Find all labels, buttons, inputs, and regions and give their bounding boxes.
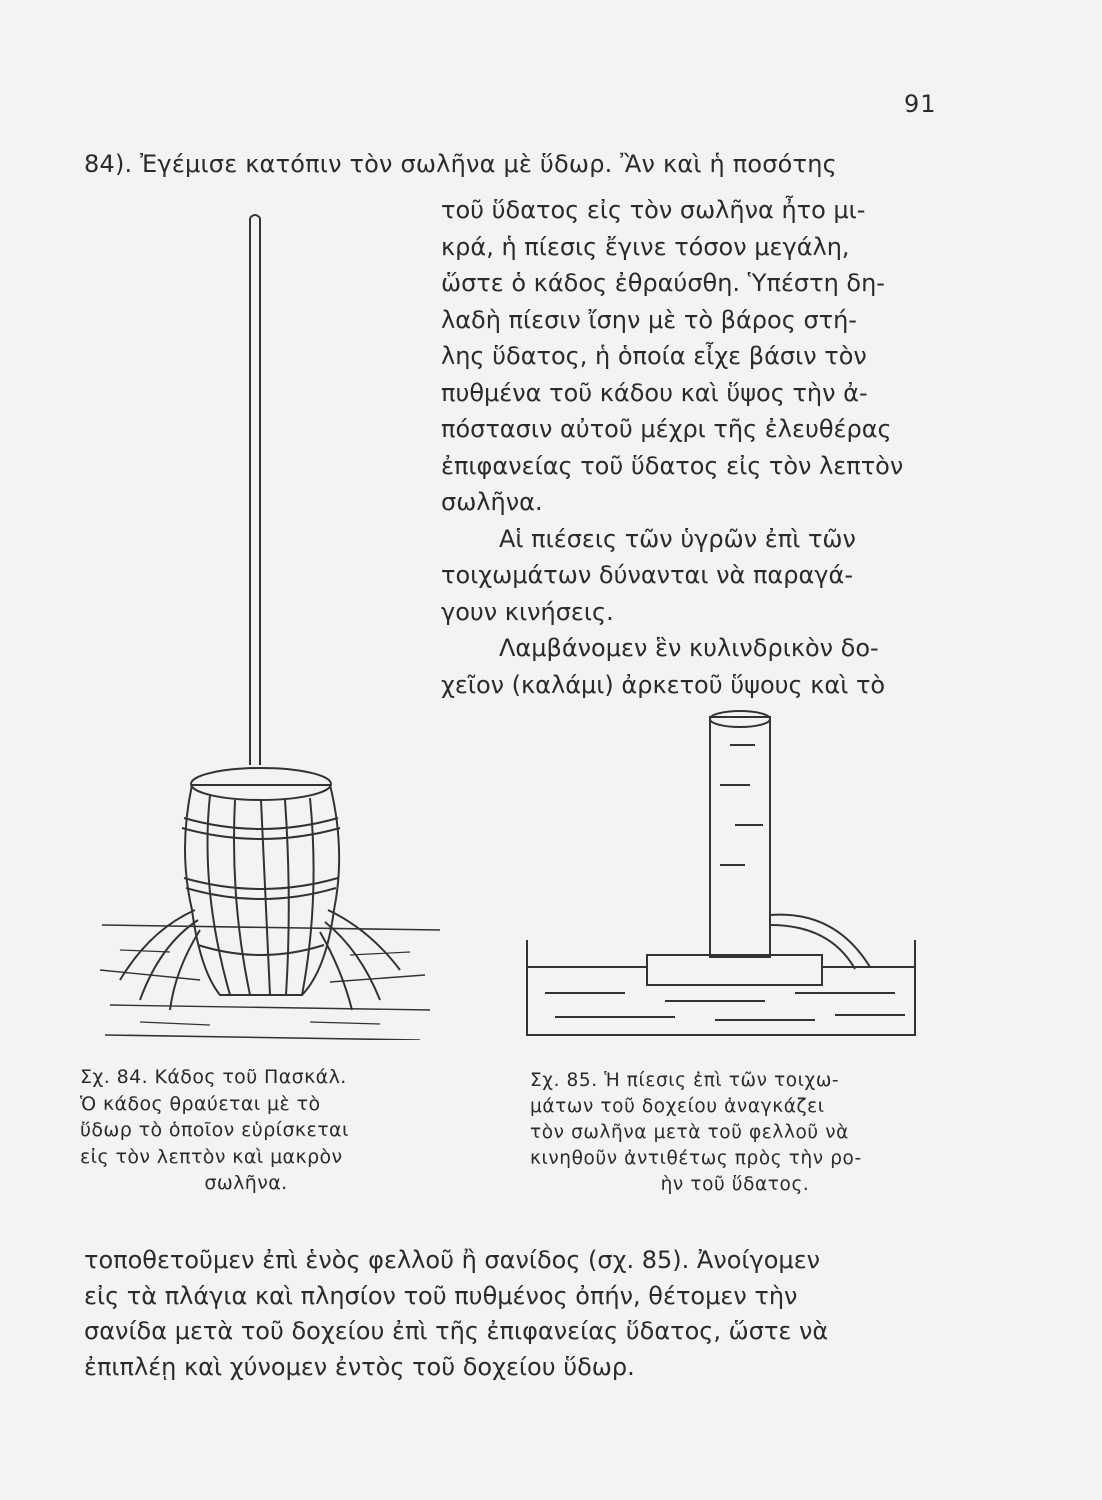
text-line: ὥστε ὁ κάδος ἐθραύσθη. Ὑπέστη δη-: [441, 269, 885, 297]
figure-84-caption: [80, 1064, 412, 1197]
figure-84-pascal-barrel: [80, 210, 440, 1040]
text-line: χεῖον (καλάμι) ἀρκετοῦ ὕψους καὶ τὸ: [441, 670, 886, 699]
text-line: ἐπιφανείας τοῦ ὕδατος εἰς τὸν λεπτὸν: [441, 451, 904, 480]
right-column-text: [441, 192, 941, 703]
caption-line: μάτων τοῦ δοχείου ἀναγκάζει: [530, 1096, 825, 1117]
text-line: ἐπιπλέῃ καὶ χύνομεν ἐντὸς τοῦ δοχείου ὕδωρ.: [84, 1352, 635, 1381]
figure-85-caption: [530, 1068, 940, 1198]
caption-line: ὴν τοῦ ὕδατος.: [660, 1174, 810, 1195]
text-line: κρά, ἡ πίεσις ἔγινε τόσον μεγάλη,: [441, 232, 850, 261]
page-number: 91: [904, 90, 937, 118]
text-line: σωλῆνα.: [441, 488, 543, 516]
text-line: πυθμένα τοῦ κάδου καὶ ὕψος τὴν ἀ-: [441, 378, 868, 407]
caption-line: Σχ. 84. Κάδος τοῦ Πασκάλ.: [80, 1066, 347, 1088]
caption-line: τὸν σωλῆνα μετὰ τοῦ φελλοῦ νὰ: [530, 1122, 849, 1143]
text-line: τοποθετοῦμεν ἐπὶ ἑνὸς φελλοῦ ἢ σανίδος (σχ. 85). Ἀνοίγομεν: [84, 1246, 821, 1274]
text-line: λης ὕδατος, ἡ ὁποία εἶχε βάσιν τὸν: [441, 342, 867, 370]
text-line: εἰς τὰ πλάγια καὶ πλησίον τοῦ πυθμένος ὀπήν, θέτομεν τὴν: [84, 1281, 798, 1310]
text-line: λαδὴ πίεσιν ἴσην μὲ τὸ βάρος στή-: [441, 305, 857, 334]
caption-line: ὕδωρ τὸ ὁποῖον εὑρίσκεται: [80, 1119, 349, 1141]
text-line: τοιχωμάτων δύνανται νὰ παραγά-: [441, 561, 853, 589]
text-line: γουν κινήσεις.: [441, 597, 614, 626]
text-line: πόστασιν αὐτοῦ μέχρι τῆς ἐλευθέρας: [441, 415, 892, 443]
text-line: Αἱ πιέσεις τῶν ὑγρῶν ἐπὶ τῶν: [499, 524, 856, 553]
text-line: Λαμβάνομεν ἓν κυλινδρικὸν δο-: [499, 634, 879, 662]
text-line: τοῦ ὕδατος εἰς τὸν σωλῆνα ἦτο μι-: [441, 196, 866, 224]
caption-line: Ὁ κάδος θραύεται μὲ τὸ: [80, 1092, 321, 1115]
figure-85-floating-cylinder: [515, 705, 935, 1055]
caption-line: κινηθοῦν ἀντιθέτως πρὸς τὴν ρο-: [530, 1148, 862, 1169]
caption-line: Σχ. 85. Ἡ πίεσις ἐπὶ τῶν τοιχω-: [530, 1070, 840, 1091]
text-line: σανίδα μετὰ τοῦ δοχείου ἐπὶ τῆς ἐπιφανείας ὕδατος, ὥστε νὰ: [84, 1317, 829, 1345]
caption-line: εἰς τὸν λεπτὸν καὶ μακρὸν: [80, 1145, 343, 1168]
caption-line: σωλῆνα.: [204, 1172, 288, 1194]
bottom-paragraph: [84, 1243, 944, 1385]
paragraph-first-line: 84). Ἐγέμισε κατόπιν τὸν σωλῆνα μὲ ὕδωρ. Ἂν καὶ ἡ ποσότης: [84, 150, 837, 178]
